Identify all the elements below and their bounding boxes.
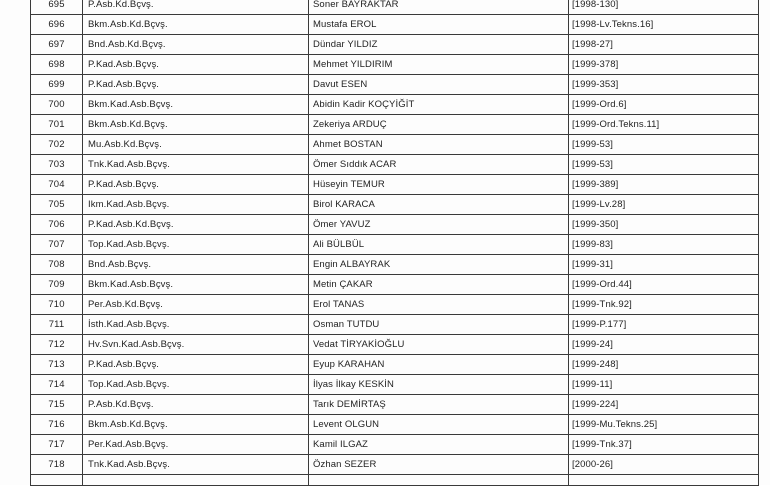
- rank-cell: Top.Kad.Asb.Bçvş.: [83, 375, 309, 395]
- table-row: [31, 95, 759, 115]
- table-row: [31, 55, 759, 75]
- code-cell: [1999-353]: [569, 75, 759, 95]
- row-number: 707: [31, 235, 83, 255]
- rank-cell: Bkm.Asb.Kd.Bçvş.: [83, 115, 309, 135]
- row-number: 700: [31, 95, 83, 115]
- name-cell: Osman TUTDU: [309, 315, 569, 335]
- code-cell: [1999-11]: [569, 375, 759, 395]
- table-row: [31, 415, 759, 435]
- name-cell: Ali BÜLBÜL: [309, 235, 569, 255]
- rank-cell: Bkm.Asb.Kd.Bçvş.: [83, 415, 309, 435]
- rank-cell: Bkm.Kad.Asb.Bçvş.: [83, 275, 309, 295]
- code-cell: [1999-53]: [569, 135, 759, 155]
- name-cell: Hüseyin TEMUR: [309, 175, 569, 195]
- table-row: [31, 375, 759, 395]
- row-number: 695: [31, 0, 83, 15]
- rank-cell: Bnd.Asb.Bçvş.: [83, 255, 309, 275]
- code-cell: [1999-Tnk.37]: [569, 435, 759, 455]
- row-number: 699: [31, 75, 83, 95]
- table-row: [31, 395, 759, 415]
- row-number: 715: [31, 395, 83, 415]
- table-row: [31, 75, 759, 95]
- name-cell: Metin ÇAKAR: [309, 275, 569, 295]
- table-row: [31, 235, 759, 255]
- rank-cell: Tnk.Kad.Asb.Bçvş.: [83, 155, 309, 175]
- name-cell: Birol KARACA: [309, 195, 569, 215]
- row-number: 702: [31, 135, 83, 155]
- row-number: 714: [31, 375, 83, 395]
- row-number: 696: [31, 15, 83, 35]
- rank-cell: P.Kad.Asb.Bçvş.: [83, 175, 309, 195]
- code-cell: [1999-248]: [569, 355, 759, 375]
- rank-cell: Tnk.Kad.Asb.Bçvş.: [83, 455, 309, 475]
- name-cell: Zekeriya ARDUÇ: [309, 115, 569, 135]
- table-row-cut-off: [31, 475, 759, 486]
- name-cell: Dündar YILDIZ: [309, 35, 569, 55]
- name-cell: Erol TANAS: [309, 295, 569, 315]
- rank-cell: İsth.Kad.Asb.Bçvş.: [83, 315, 309, 335]
- row-number: 703: [31, 155, 83, 175]
- name-cell: Ahmet BOSTAN: [309, 135, 569, 155]
- table-row: [31, 295, 759, 315]
- table-row: [31, 275, 759, 295]
- rank-cell: P.Asb.Kd.Bçvş.: [83, 0, 309, 15]
- table-row: [31, 175, 759, 195]
- rank-cell: P.Kad.Asb.Bçvş.: [83, 55, 309, 75]
- rank-cell: Mu.Asb.Kd.Bçvş.: [83, 135, 309, 155]
- row-number: 701: [31, 115, 83, 135]
- code-cell: [1999-24]: [569, 335, 759, 355]
- table-row: [31, 195, 759, 215]
- code-cell: [1999-Ord.6]: [569, 95, 759, 115]
- name-cell: Tarık DEMİRTAŞ: [309, 395, 569, 415]
- row-number: 717: [31, 435, 83, 455]
- rank-cell: [83, 475, 309, 486]
- row-number: 704: [31, 175, 83, 195]
- name-cell: Engin ALBAYRAK: [309, 255, 569, 275]
- rank-cell: Bnd.Asb.Kd.Bçvş.: [83, 35, 309, 55]
- code-cell: [1999-Mu.Tekns.25]: [569, 415, 759, 435]
- name-cell: [309, 475, 569, 486]
- table-row: [31, 115, 759, 135]
- code-cell: [2000-26]: [569, 455, 759, 475]
- code-cell: [1999-378]: [569, 55, 759, 75]
- code-cell: [1999-P.177]: [569, 315, 759, 335]
- name-cell: İlyas İlkay KESKİN: [309, 375, 569, 395]
- code-cell: [1999-Ord.44]: [569, 275, 759, 295]
- rank-cell: P.Asb.Kd.Bçvş.: [83, 395, 309, 415]
- row-number: 706: [31, 215, 83, 235]
- row-number: 711: [31, 315, 83, 335]
- row-number: [31, 475, 83, 486]
- name-cell: Ömer Sıddık ACAR: [309, 155, 569, 175]
- code-cell: [1999-Tnk.92]: [569, 295, 759, 315]
- rank-cell: P.Kad.Asb.Bçvş.: [83, 355, 309, 375]
- row-number: 718: [31, 455, 83, 475]
- table-row: [31, 155, 759, 175]
- table-row: [31, 15, 759, 35]
- code-cell: [1999-83]: [569, 235, 759, 255]
- name-cell: Mustafa EROL: [309, 15, 569, 35]
- code-cell: [1998-27]: [569, 35, 759, 55]
- name-cell: Ömer YAVUZ: [309, 215, 569, 235]
- table-row: [31, 255, 759, 275]
- row-number: 710: [31, 295, 83, 315]
- code-cell: [1999-31]: [569, 255, 759, 275]
- code-cell: [1999-389]: [569, 175, 759, 195]
- name-cell: Mehmet YILDIRIM: [309, 55, 569, 75]
- name-cell: Levent OLGUN: [309, 415, 569, 435]
- table-row: [31, 335, 759, 355]
- code-cell: [1999-Ord.Tekns.11]: [569, 115, 759, 135]
- row-number: 698: [31, 55, 83, 75]
- name-cell: Vedat TİRYAKİOĞLU: [309, 335, 569, 355]
- rank-cell: P.Kad.Asb.Kd.Bçvş.: [83, 215, 309, 235]
- rank-cell: Hv.Svn.Kad.Asb.Bçvş.: [83, 335, 309, 355]
- personnel-table: [30, 0, 759, 486]
- row-number: 708: [31, 255, 83, 275]
- name-cell: Soner BAYRAKTAR: [309, 0, 569, 15]
- rank-cell: Per.Kad.Asb.Bçvş.: [83, 435, 309, 455]
- name-cell: Özhan SEZER: [309, 455, 569, 475]
- name-cell: Kamil ILGAZ: [309, 435, 569, 455]
- table-row: [31, 215, 759, 235]
- table-row: [31, 35, 759, 55]
- name-cell: Abidin Kadir KOÇYİĞİT: [309, 95, 569, 115]
- table-body: [31, 0, 759, 486]
- row-number: 712: [31, 335, 83, 355]
- table-row: [31, 455, 759, 475]
- row-number: 713: [31, 355, 83, 375]
- table-row: [31, 315, 759, 335]
- row-number: 716: [31, 415, 83, 435]
- table-row: [31, 135, 759, 155]
- rank-cell: P.Kad.Asb.Bçvş.: [83, 75, 309, 95]
- code-cell: [1998-130]: [569, 0, 759, 15]
- row-number: 697: [31, 35, 83, 55]
- code-cell: [1998-Lv.Tekns.16]: [569, 15, 759, 35]
- rank-cell: Bkm.Kad.Asb.Bçvş.: [83, 95, 309, 115]
- name-cell: Eyup KARAHAN: [309, 355, 569, 375]
- code-cell: [1999-224]: [569, 395, 759, 415]
- table-row: [31, 435, 759, 455]
- table-row: [31, 355, 759, 375]
- code-cell: [569, 475, 759, 486]
- rank-cell: Top.Kad.Asb.Bçvş.: [83, 235, 309, 255]
- rank-cell: Per.Asb.Kd.Bçvş.: [83, 295, 309, 315]
- code-cell: [1999-350]: [569, 215, 759, 235]
- row-number: 709: [31, 275, 83, 295]
- table-row: [31, 0, 759, 15]
- code-cell: [1999-Lv.28]: [569, 195, 759, 215]
- row-number: 705: [31, 195, 83, 215]
- rank-cell: Bkm.Asb.Kd.Bçvş.: [83, 15, 309, 35]
- code-cell: [1999-53]: [569, 155, 759, 175]
- rank-cell: Ikm.Kad.Asb.Bçvş.: [83, 195, 309, 215]
- name-cell: Davut ESEN: [309, 75, 569, 95]
